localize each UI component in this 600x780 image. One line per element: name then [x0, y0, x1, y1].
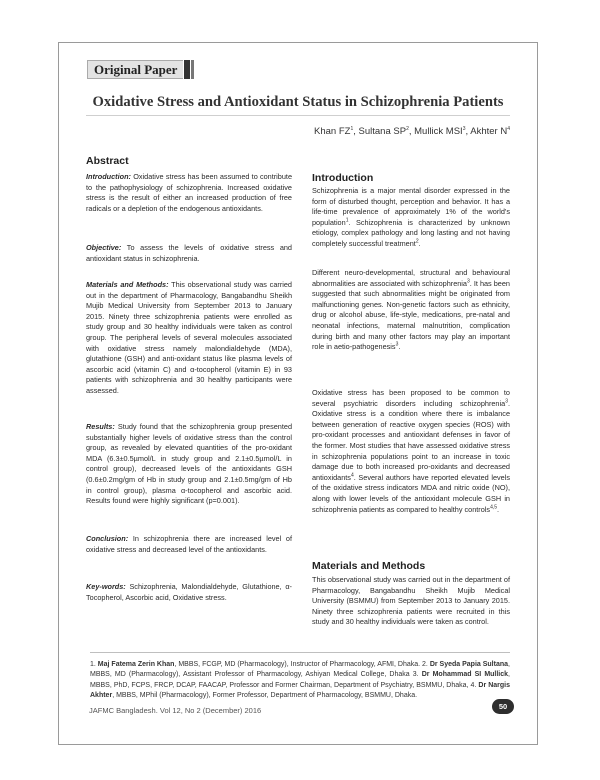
author-name: Khan FZ: [314, 126, 351, 137]
footnote-divider: [90, 652, 510, 653]
section-text: Study found that the schizophrenia group presented substantially higher levels of oxidative stress than the control group, as revealed by elevated quantities of the pro-oxidant MDA (6.3±0.5µmol/L in study group and 2.1±0.5µmol/L in control group), decreased levels of the antioxidants GSH (0.6±0.2mg/gm of Hb in study group and 2.1±0.5mg/gm of Hb in control group), plasma α-tocopherol and ascorbic acid. Results found were highly significant (p=0.001).: [86, 422, 292, 506]
citation: 1: [345, 217, 349, 224]
section-label: Results:: [86, 422, 115, 431]
paragraph-text: Oxidative stress has been proposed to be common to several psychiatric disorders including schizophrenia: [312, 388, 510, 408]
paragraph-text: Different neuro-developmental, structural and behavioural abnormalities are associated with schizophrenia: [312, 268, 510, 288]
footnote-text: , MBBS, MPhil (Pharmacology), Former Professor, Department of Pharmacology, BSMMU, Dhaka.: [112, 692, 418, 700]
section-label: Key-words:: [86, 582, 126, 591]
author-affiliation: 2: [406, 125, 409, 132]
article-type-label: Original Paper: [87, 60, 183, 79]
footnote-author: Dr Nargis Akhter: [90, 681, 510, 700]
paragraph-text: . Several authors have reported elevated levels of the oxidative stress indicators MDA and nitric oxide (NO), along with lower levels of the antioxidant molecule GSH in schizophrenia patients as compared to healthy controls: [312, 472, 510, 514]
section-label: Objective:: [86, 243, 122, 252]
author-name: Sultana SP: [358, 126, 407, 137]
paragraph-text: . Schizophrenia is characterized by unknown etiology, complex pathology and long lasting and not having completely successful treatment: [312, 217, 510, 248]
section-label: Introduction:: [86, 172, 131, 181]
paragraph-text: .: [497, 504, 500, 514]
section-label: Conclusion:: [86, 534, 129, 543]
author-affiliation: 4: [507, 125, 510, 132]
tag-bar: [184, 60, 190, 79]
footnote-text: , MBBS, PhD, FCPS, FRCP, DCAP, FAACAP, Professor and Former Chairman, Department of Psychiatry, BSMMU, Dhaka, 4.: [90, 671, 510, 689]
author-affiliation: 1: [350, 125, 354, 132]
introduction-paragraph: [312, 186, 510, 250]
section-text: Schizophrenia, Malondialdehyde, Glutathione, α-Tocopherol, Ascorbic acid, Oxidative stress.: [86, 582, 292, 602]
introduction-paragraph: [312, 268, 510, 353]
footnote-text: 1.: [90, 661, 98, 668]
journal-citation: JAFMC Bangladesh. Vol 12, No 2 (December) 2016: [89, 706, 262, 715]
article-type-tag: [87, 60, 194, 79]
citation: 2: [415, 238, 419, 245]
methods-heading: Materials and Methods: [312, 560, 426, 572]
footnote-author: Dr Syeda Papia Sultana: [429, 661, 509, 668]
tag-bar: [191, 60, 194, 79]
section-text: This observational study was carried out in the department of Pharmacology, Bangabandhu Sheikh Mujib Medical University from September 2013 to January 2015. Ninety three schizophrenia patients were enrolled as study group and 30 healthy individuals were taken as control group. The peripheral levels of several molecules associated with oxidative stress namely malondialdehyde (MDA), glutathione (GSH) and anti-oxidant status like plasma levels of ascorbic acid (vitamin C) and α-tocopherol (vitamin E) in 93 patients with schizophrenia and 30 healthy participants were assessed.: [86, 280, 292, 395]
abstract-methods: [86, 280, 292, 397]
abstract-keywords: [86, 582, 292, 603]
introduction-heading: Introduction: [312, 172, 374, 184]
paragraph-text: Schizophrenia is a major mental disorder expressed in the form of disturbed thought, perception and behavior. It has a life-time prevalence of approximately 1% of the world's population: [312, 186, 510, 227]
abstract-conclusion: [86, 534, 292, 555]
paper-title: Oxidative Stress and Antioxidant Status in Schizophrenia Patients: [92, 94, 504, 110]
abstract-heading: Abstract: [86, 155, 129, 167]
author-list: Khan $FZ^1$, Sultana $SP^2$, Mullick MSI$^3$, Akhter $N^4$: [314, 125, 510, 137]
footnote-author: Dr Mohammad SI Mullick: [421, 671, 509, 679]
citation: 3: [467, 278, 470, 285]
section-text: Oxidative stress has been assumed to contribute to the pathophysiology of schizophrenia. Increased oxidative stress is the result of either an increased production of free radicals or a depletion of the endogenous antioxidants.: [86, 172, 292, 213]
paragraph-text: .: [398, 342, 401, 352]
citation: 4,5: [490, 504, 498, 511]
introduction-paragraph: [312, 388, 510, 515]
section-text: In schizophrenia there are increased level of oxidative stress and decreased level of the antioxidants.: [86, 534, 292, 554]
paragraph-text: . It has been suggested that such abnormalities might be originated from malfunctioning genes. Non-genetic factors such as ethnicity, drug or alcohol abuse, life-style, medications, pre-natal and neonatal infections, maternal malnutrition, complication during birth and many other factors may play an important role in aetio-pathogenesis: [312, 278, 510, 352]
abstract-introduction: [86, 172, 292, 214]
citation: 3: [395, 341, 399, 348]
paragraph-text: . Oxidative stress is a condition where there is imbalance between generation of reactive oxygen species (ROS) with pro-oxidant processes and antioxidant defenses in favor of the former. Most studies that have assessed oxidative stress in schizophrenia populations point to an increase in toxic damage due to both increased pro-oxidants and decreased antioxidants: [312, 398, 510, 482]
paragraph-text: .: [418, 238, 421, 248]
title-divider: [86, 115, 510, 116]
footnote-text: , MBBS, MD (Pharmacology), Assistant Professor of Pharmacology, Ashiyan Medical College, Dhaka 3.: [90, 661, 510, 679]
citation: 3: [505, 398, 508, 405]
citation: 4: [350, 472, 354, 479]
section-label: Materials and Methods:: [86, 280, 169, 289]
page-number: 50: [492, 699, 514, 714]
author-name: Mullick MSI: [414, 126, 463, 137]
section-text: To assess the levels of oxidative stress and antioxidant status in schizophrenia.: [86, 243, 292, 263]
abstract-results: [86, 422, 292, 507]
footnote-text: , MBBS, FCGP, MD (Pharmacology), Instructor of Pharmacology, AFMI, Dhaka. 2.: [174, 661, 430, 668]
abstract-objective: [86, 243, 292, 264]
author-footnote: [90, 660, 510, 702]
author-name: Akhter N: [470, 126, 508, 137]
footnote-author: Maj Fatema Zerin Khan: [97, 661, 175, 668]
author-affiliation: 3: [462, 125, 466, 132]
methods-paragraph: This observational study was carried out in the department of Pharmacology, Bangabandhu Sheikh Mujib Medical University (BSMMU) from September 2013 to January 2015. Ninety three schizophrenia patients were recruited in this study and 30 healthy individuals were taken as control.: [312, 575, 510, 627]
